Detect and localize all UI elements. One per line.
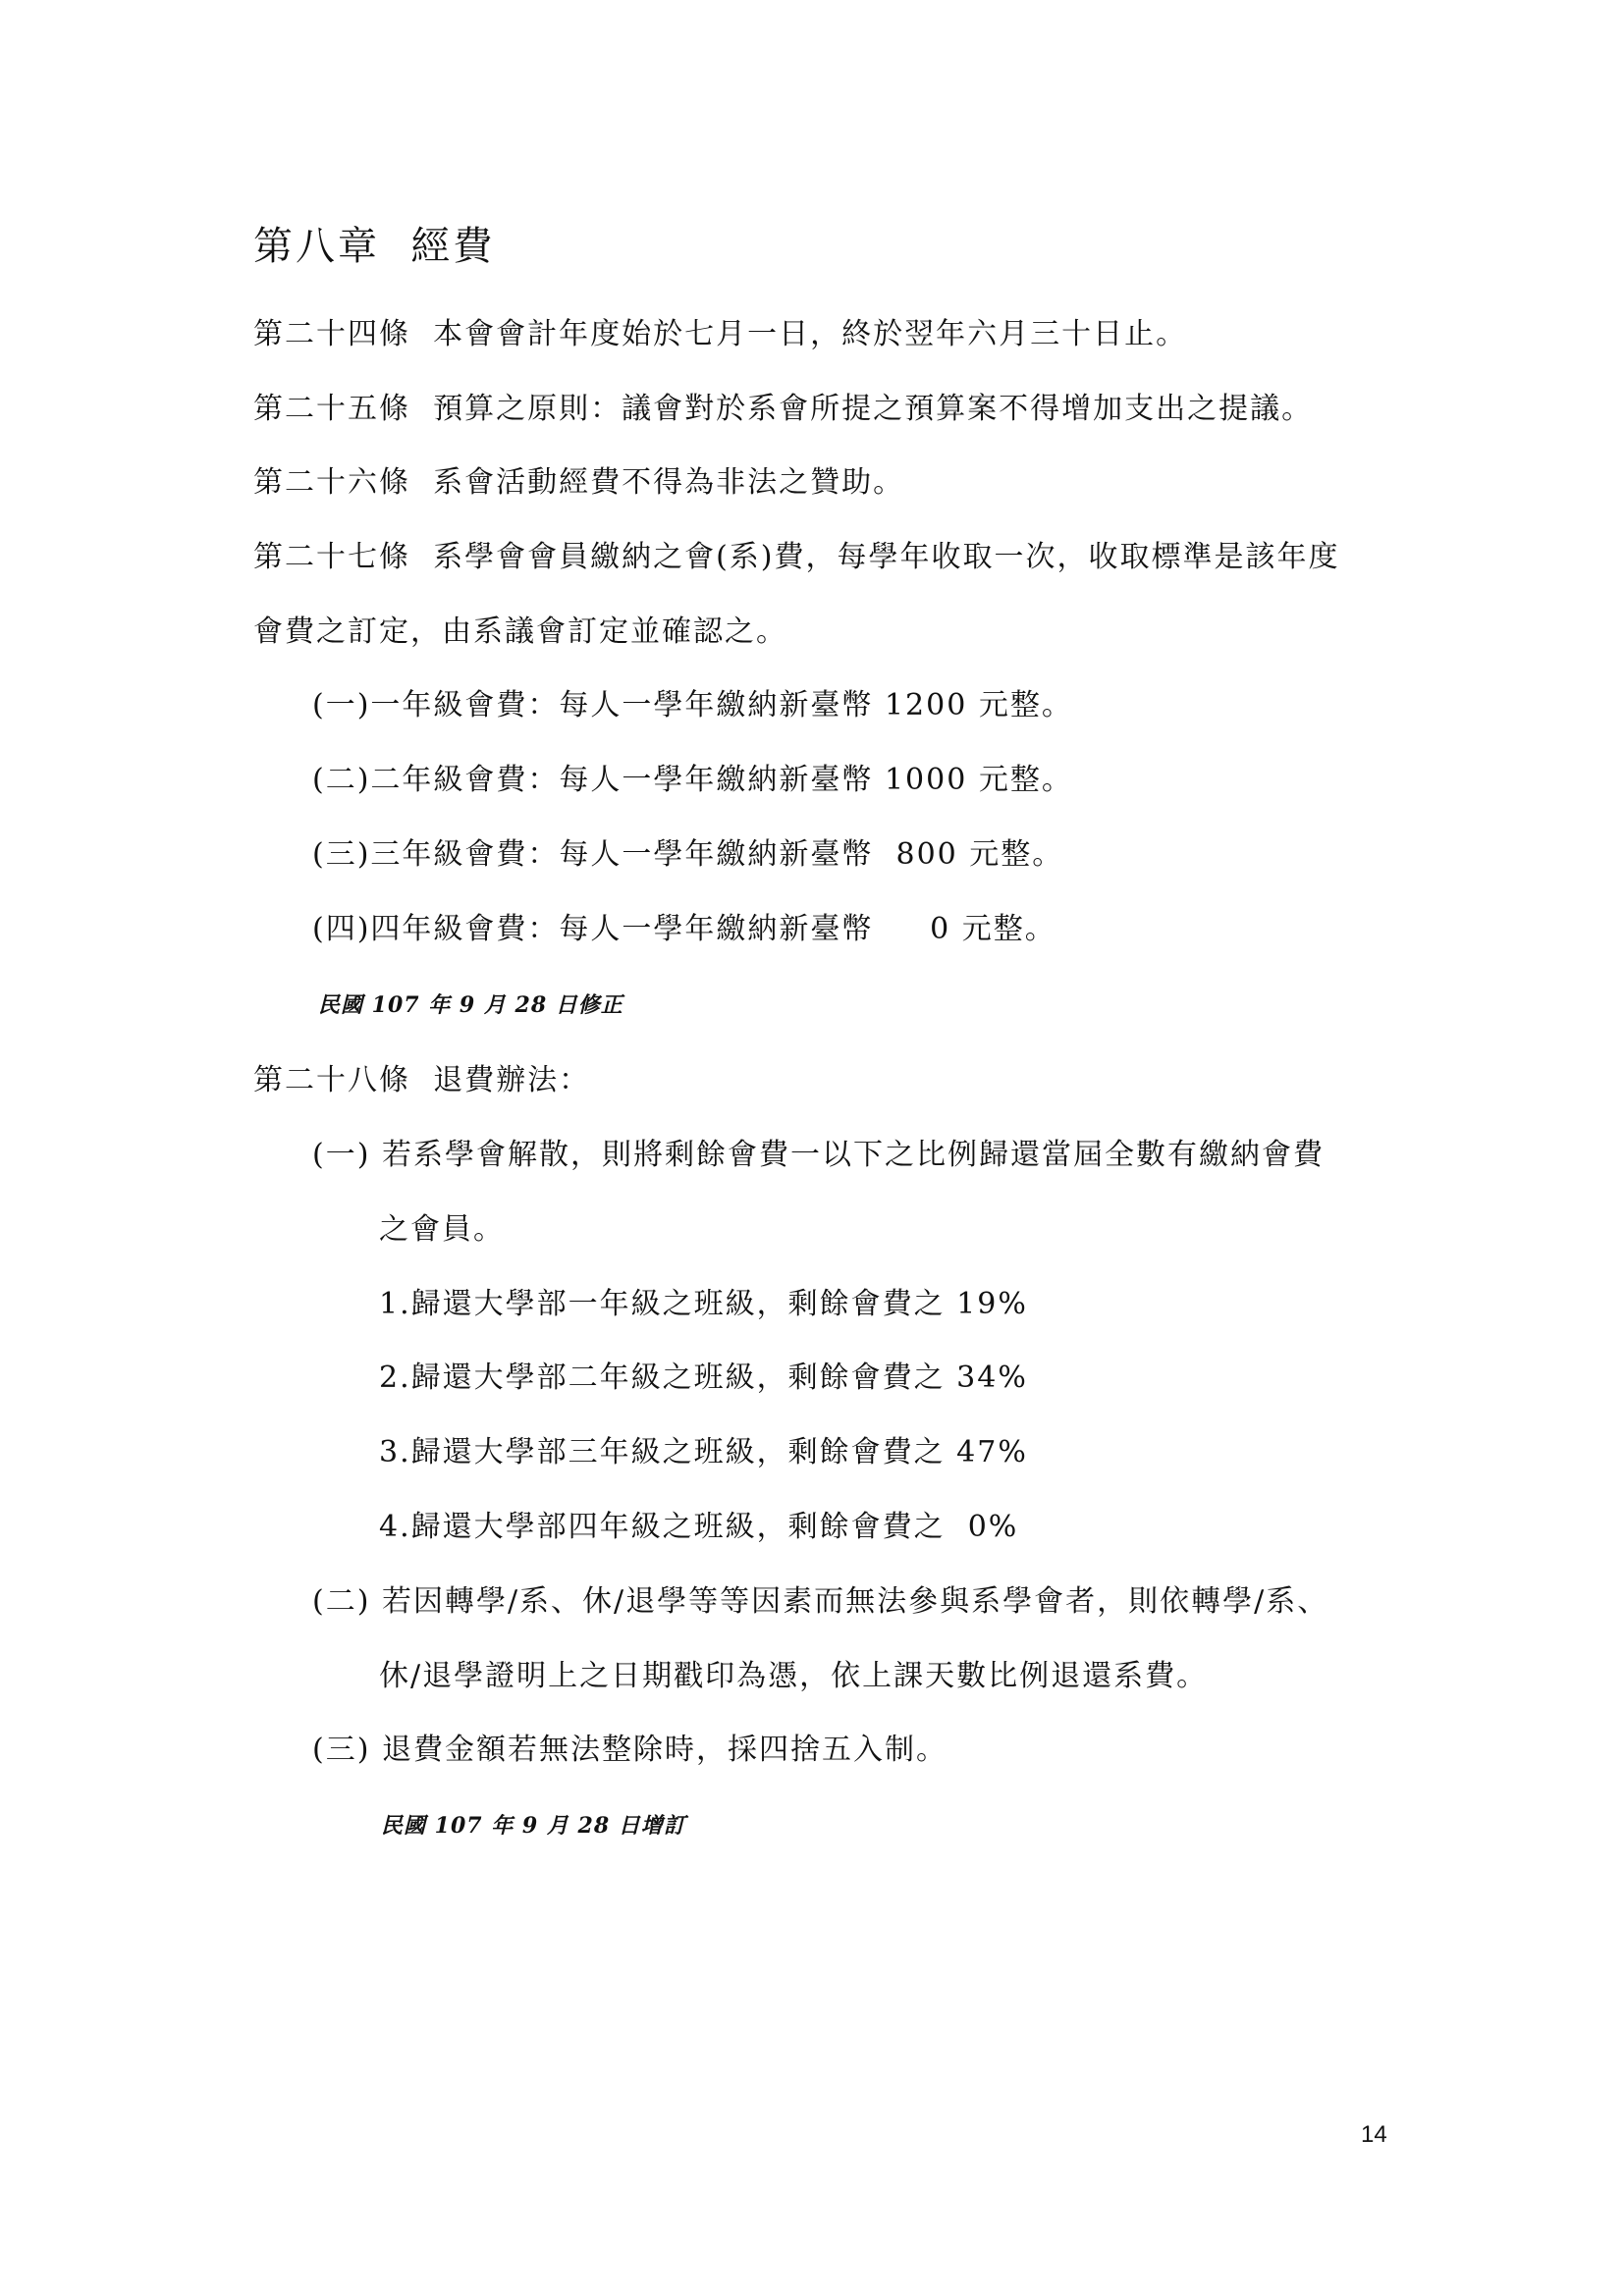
fee-item: (三)三年級會費：每人一學年繳納新臺幣 800 元整。 [312,837,1064,872]
refund-ratio-item: 1.歸還大學部一年級之班級，剩餘會費之 19% [379,1287,1028,1321]
fee-item: (一)一年級會費：每人一學年繳納新臺幣 1200 元整。 [312,688,1073,722]
amendment-note: 民國 107 年 9 月 28 日修正 [318,992,623,1018]
chapter-title: 第八章 經費 [253,224,496,269]
article-24: 第二十四條 本會會計年度始於七月一日，終於翌年六月三十日止。 [253,317,1188,351]
page-number: 14 [1361,2121,1387,2148]
article-26: 第二十六條 系會活動經費不得為非法之贊助。 [253,465,905,500]
refund-item-1-line-1: (一) 若系學會解散，則將剩餘會費一以下之比例歸還當屆全數有繳納會費 [312,1138,1325,1172]
refund-ratio-item: 3.歸還大學部三年級之班級，剩餘會費之 47% [379,1435,1028,1469]
fee-item: (二)二年級會費：每人一學年繳納新臺幣 1000 元整。 [312,763,1073,797]
refund-ratio-item: 2.歸還大學部二年級之班級，剩餘會費之 34% [379,1361,1028,1395]
refund-item-3: (三) 退費金額若無法整除時，採四捨五入制。 [312,1733,947,1767]
article-27-line-2: 會費之訂定，由系議會訂定並確認之。 [253,614,787,649]
article-28-title: 第二十八條 退費辦法： [253,1063,591,1097]
fee-item: (四)四年級會費：每人一學年繳納新臺幣 0 元整。 [312,912,1056,946]
article-25: 第二十五條 預算之原則：議會對於系會所提之預算案不得增加支出之提議。 [253,392,1314,426]
refund-item-2-line-2: 休/退學證明上之日期戳印為憑，依上課天數比例退還系費。 [379,1659,1209,1693]
refund-item-2-line-1: (二) 若因轉學/系、休/退學等等因素而無法參與系學會者，則依轉學/系、 [312,1584,1329,1619]
article-27-line-1: 第二十七條 系學會會員繳納之會(系)費，每學年收取一次，收取標準是該年度 [253,540,1340,574]
addition-note: 民國 107 年 9 月 28 日增訂 [381,1813,686,1839]
refund-ratio-item: 4.歸還大學部四年級之班級，剩餘會費之 0% [379,1510,1019,1544]
refund-item-1-line-2: 之會員。 [379,1212,505,1247]
